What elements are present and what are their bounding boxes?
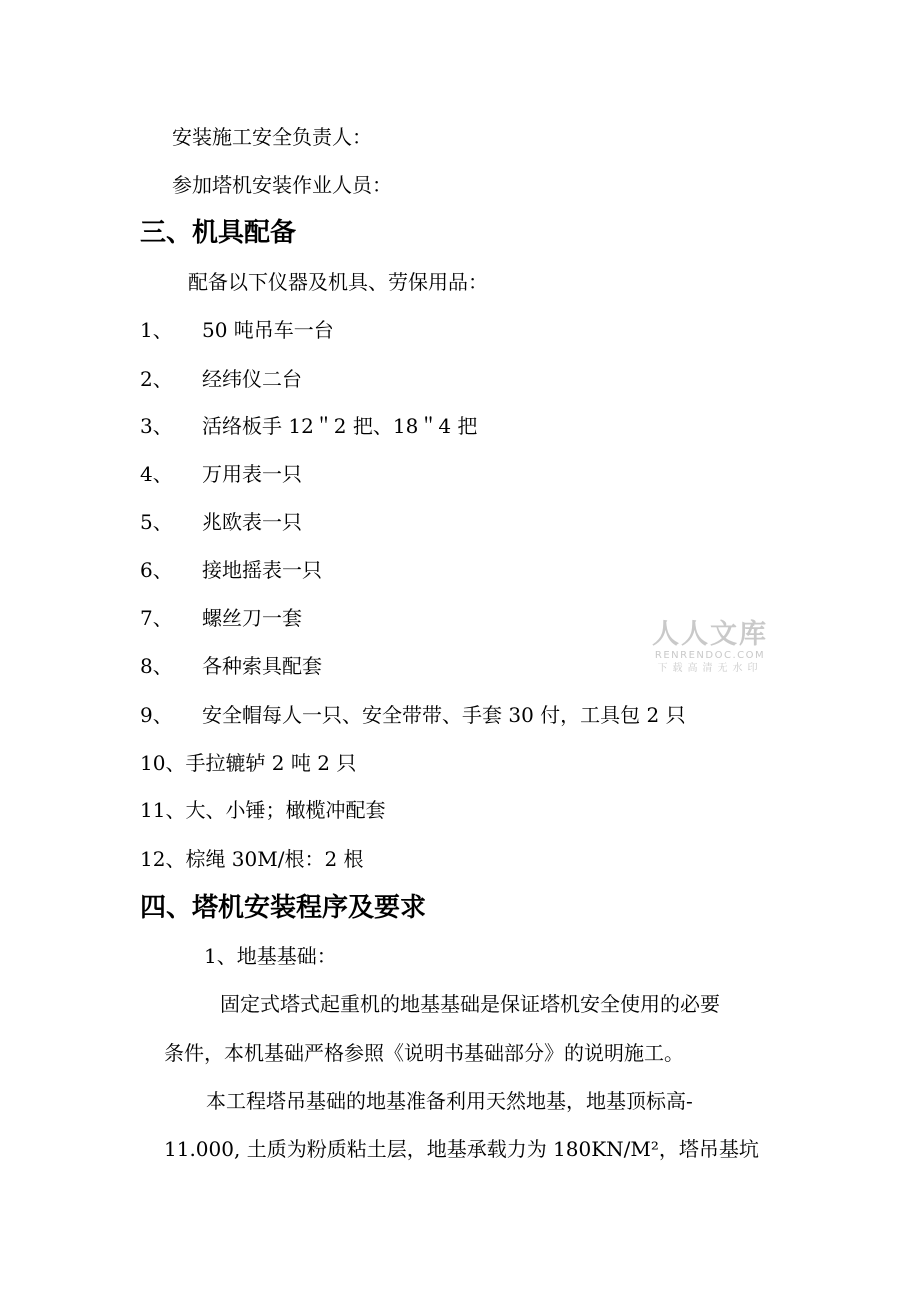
list-item-text: 兆欧表一只 [202,510,302,534]
install-staff-line: 参加塔机安装作业人员： [172,173,392,197]
list-item [140,462,302,486]
safety-officer-line: 安装施工安全负责人： [172,125,372,149]
list-item: 11、大、小锤；橄榄冲配套 [140,798,386,822]
list-item-number: 6、 [140,558,173,582]
paragraph-line: 条件，本机基础严格参照《说明书基础部分》的说明施工。 [164,1041,684,1065]
list-item [140,367,302,391]
section-4-heading: 四、塔机安装程序及要求 [140,893,427,923]
list-item [140,558,322,582]
list-item [140,606,302,630]
list-item-text: 经纬仪二台 [202,367,302,391]
list-item-text: 活络板手 12＂2 把、18＂4 把 [202,414,478,438]
list-item-text: 接地摇表一只 [202,558,322,582]
list-item [140,703,686,727]
list-item-text: 安全帽每人一只、安全带带、手套 30 付，工具包 2 只 [202,703,686,727]
paragraph-line: 固定式塔式起重机的地基基础是保证塔机安全使用的必要 [220,992,720,1016]
list-item-text: 螺丝刀一套 [202,606,302,630]
list-item-number: 4、 [140,462,173,486]
watermark-site: RENRENDOC.COM [654,650,766,661]
watermark [646,620,774,675]
list-item-number: 7、 [140,606,173,630]
list-item-number: 5、 [140,510,173,534]
section-4-subheading: 1、地基基础： [204,944,337,968]
list-item-number: 2、 [140,367,173,391]
list-item-number: 1、 [140,318,173,342]
list-item-text: 各种索具配套 [202,654,322,678]
list-item-number: 3、 [140,414,173,438]
paragraph-line: 本工程塔吊基础的地基准备利用天然地基，地基顶标高- [206,1089,693,1113]
section-3-heading: 三、机具配备 [140,218,297,248]
watermark-title: 人人文库 [652,619,768,650]
list-item [140,654,322,678]
list-item-number: 8、 [140,654,173,678]
list-item [140,414,477,438]
paragraph-line: 11.000, 土质为粉质粘土层，地基承载力为 180KN/M²，塔吊基坑 [164,1137,759,1161]
list-item-number: 9、 [140,703,173,727]
list-item-text: 万用表一只 [202,462,302,486]
list-item: 10、手拉辘轳 2 吨 2 只 [140,751,357,775]
list-item [140,510,302,534]
section-3-intro: 配备以下仪器及机具、劳保用品： [188,270,488,294]
list-item: 12、棕绳 30M/根：2 根 [140,847,364,871]
watermark-tagline: 下载高清无水印 [657,663,763,674]
list-item [140,318,334,342]
list-item-text: 50 吨吊车一台 [202,318,334,342]
